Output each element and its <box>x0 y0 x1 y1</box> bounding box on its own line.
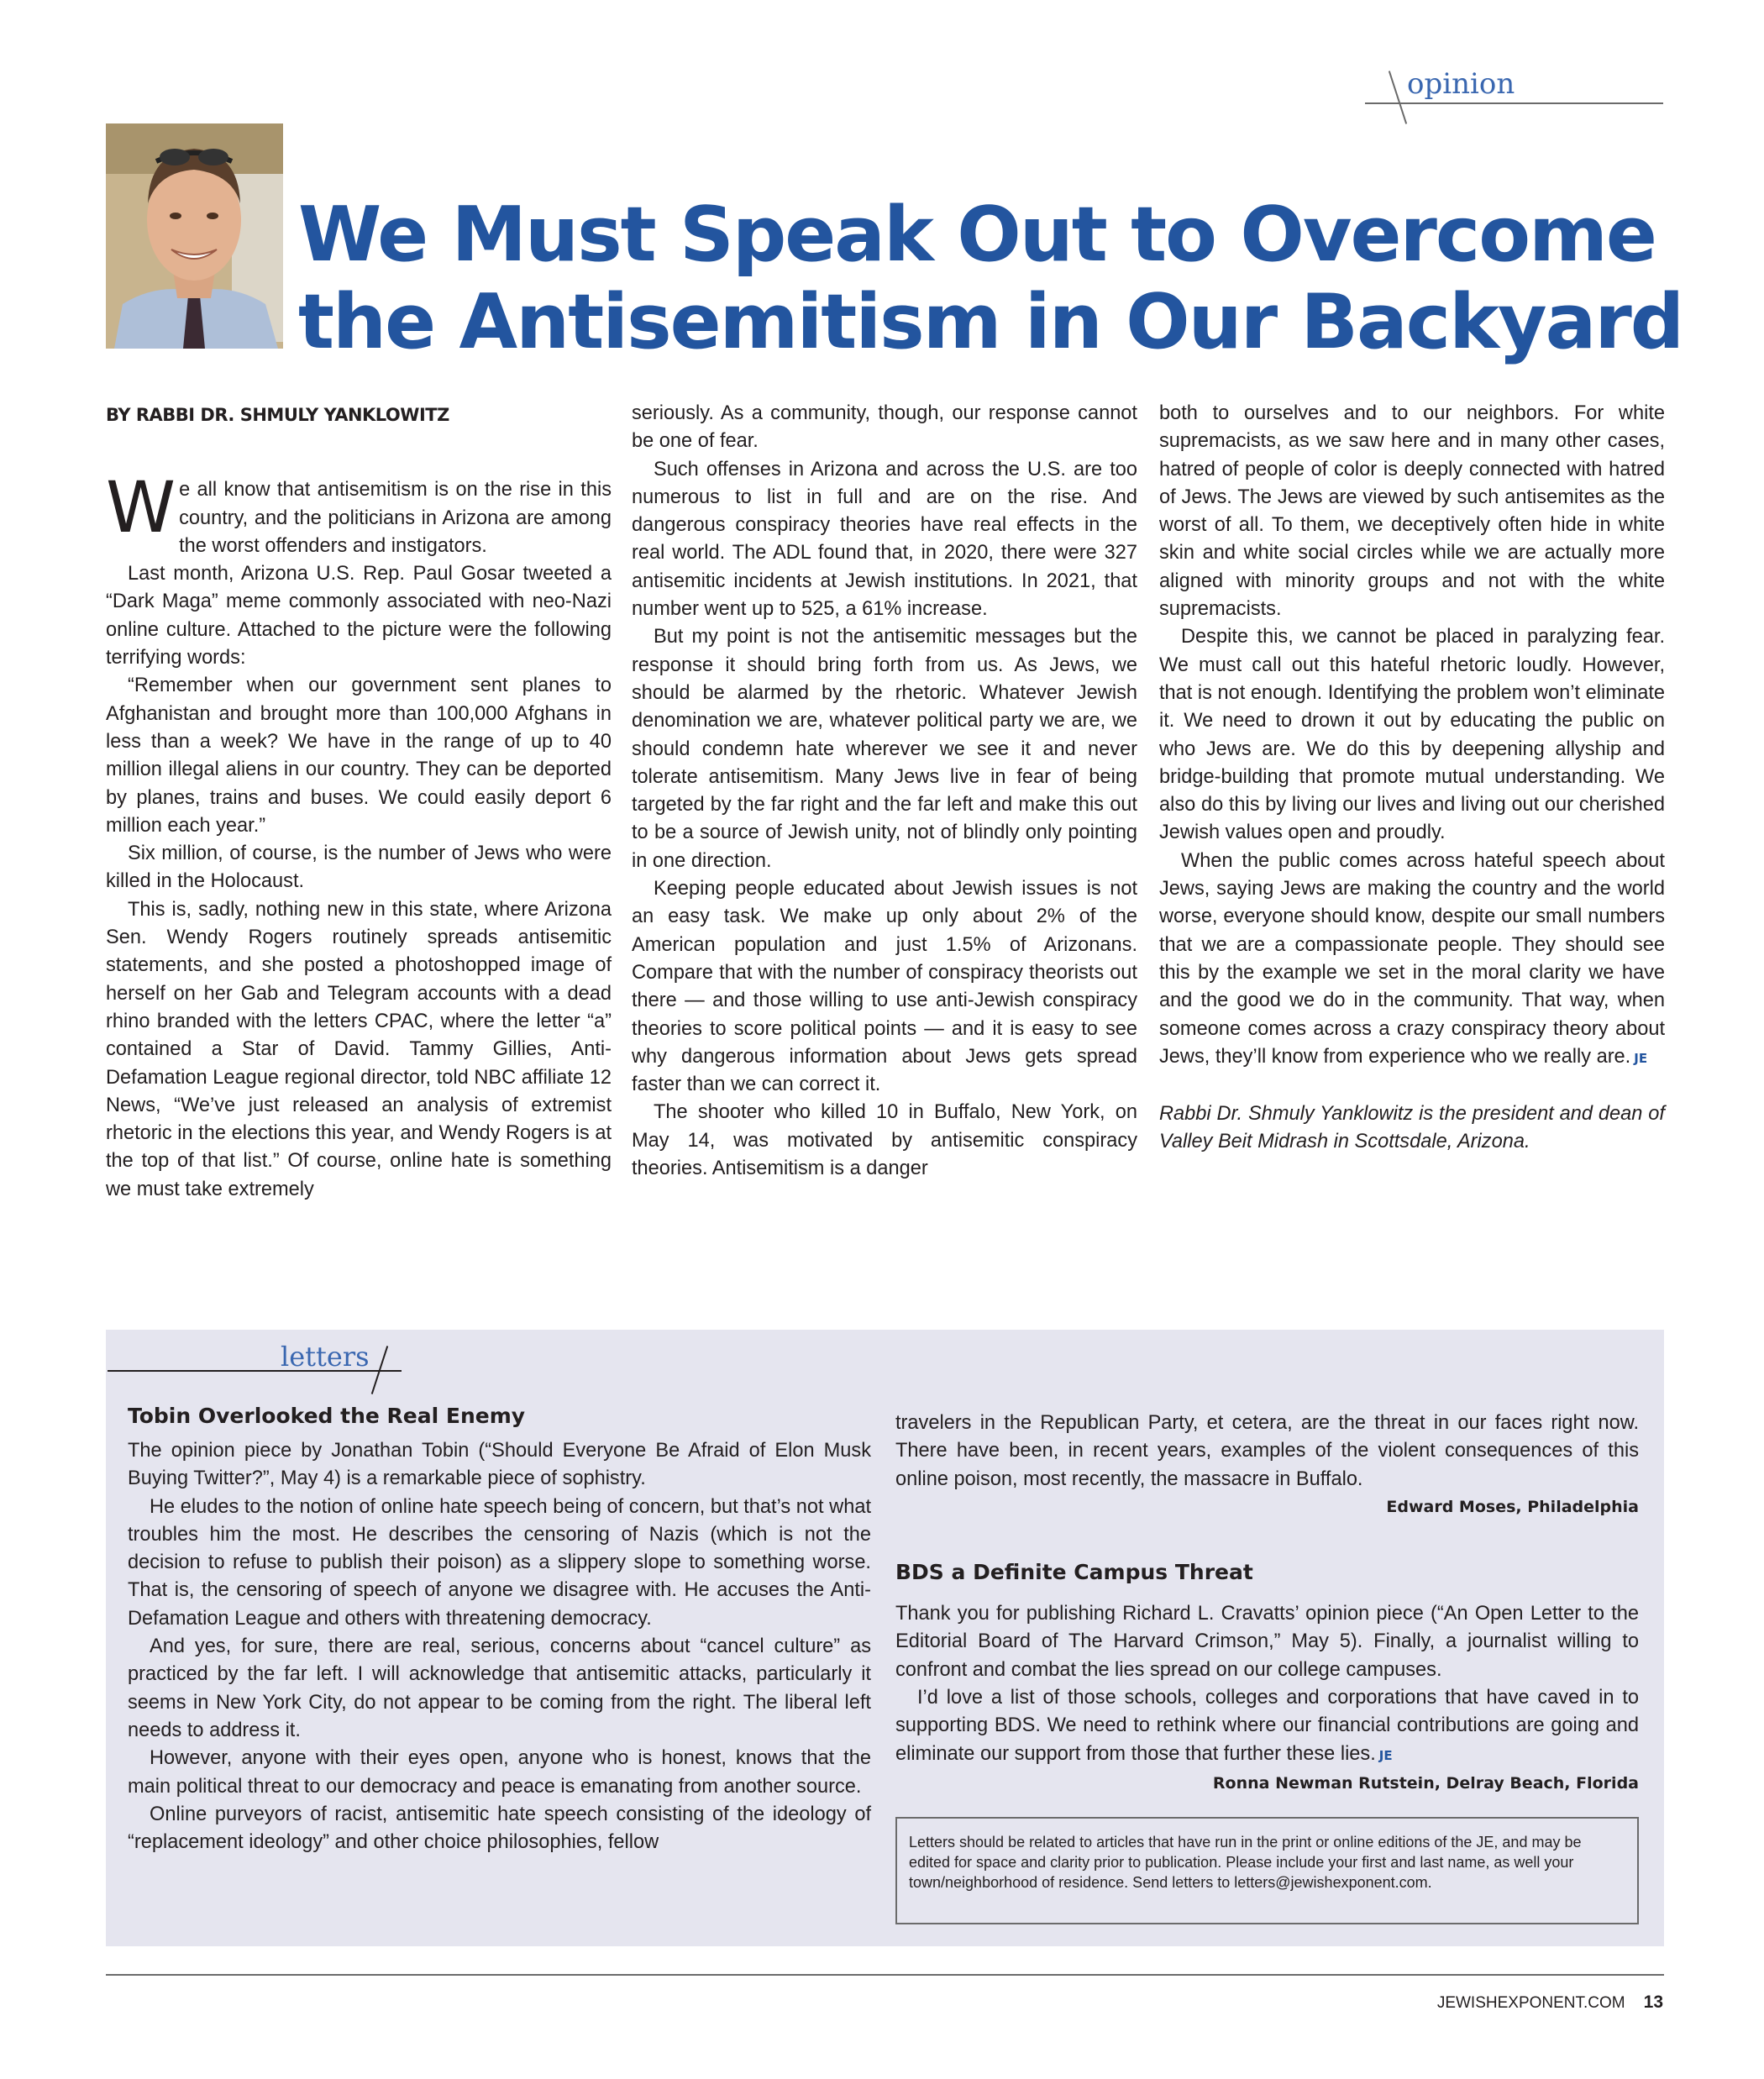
headline <box>298 191 1683 366</box>
article-column-2 <box>632 400 1137 1183</box>
letter-paragraph: Online purveyors of racist, antisemitic hate speech consisting of the ideology of “replacement ideology” and other choice philosophies, fellow <box>128 1803 871 1854</box>
article-paragraph: “Remember when our government sent planes to Afghanistan and brought more than 100,000 Afghans in less than a week? We have in the range of up to 40 million illegal aliens in our country. They can be deported by planes, trains and buses. We could easily deport 6 million each year.” <box>106 675 612 837</box>
footer-rule <box>106 1974 1664 1976</box>
letter-paragraph: However, anyone with their eyes open, anyone who is honest, knows that the main political threat to our democracy and peace is emanating from another source. <box>128 1747 871 1798</box>
letters-policy-notice: Letters should be related to articles that have run in the print or online editions of the JE, and may be edited for space and clarity prior to publication. Please include your first and last name, as well your town/neighborhood of residence. Send letters to letters@jewishexponent.com. <box>895 1817 1639 1924</box>
article-paragraph: Last month, Arizona U.S. Rep. Paul Gosar tweeted a “Dark Maga” meme commonly associated with neo-Nazi online culture. Attached to the picture were the following terrifying words: <box>106 563 612 669</box>
author-photo <box>106 123 283 349</box>
letter-paragraph: And yes, for sure, there are real, serious, concerns about “cancel culture” as practiced by the far left. I will acknowledge that antisemitic attacks, particularly it seems in New York City, do not appear to be coming from the right. The liberal left needs to address it. <box>128 1635 871 1741</box>
end-mark: JE <box>1378 1747 1393 1763</box>
byline: BY RABBI DR. SHMULY YANKLOWITZ <box>106 405 449 425</box>
letter-paragraph: The opinion piece by Jonathan Tobin (“Should Everyone Be Afraid of Elon Musk Buying Twitter?”, May 4) is a remarkable piece of sophistry. <box>128 1440 871 1490</box>
letters-column-2 <box>895 1410 1639 1798</box>
article-column-3 <box>1159 400 1665 1157</box>
headline-line-2: the Antisemitism in Our Backyard <box>298 278 1683 366</box>
article-paragraph: This is, sadly, nothing new in this state, where Arizona Sen. Wendy Rogers routinely spreads antisemitic statements, and she posted a photoshopped image of herself on her Gab and Telegram accounts with a dead rhino branded with the letters CPAC, where the letter “a” contained a Star of David. Tammy Gillies, Anti-Defamation League regional director, told NBC affiliate 12 News, “We’ve just released an analysis of extremist rhetoric in the elections this year, and Wendy Rogers is at the top of that list.” Of course, online hate is something we must take extremely <box>106 898 612 1200</box>
article-paragraph: But my point is not the antisemitic messages but the response it should bring forth from us. As Jews, we should be alarmed by the rhetoric. Whatever Jewish denomination we are, whatever political party we are, we should condemn hate wherever we see it and never tolerate antisemitism. Many Jews live in fear of being targeted by the far right and the far left and make this out to be a source of Jewish unity, not of blindly only pointing in one direction. <box>632 626 1137 872</box>
letters-section <box>106 1330 1664 1946</box>
section-label: opinion <box>1407 67 1515 101</box>
section-slash <box>1389 71 1407 123</box>
article-paragraph: seriously. As a community, though, our response cannot be one of fear. <box>632 402 1137 453</box>
letter-paragraph: travelers in the Republican Party, et cetera, are the threat in our faces right now. There have been, in recent years, examples of the violent consequences of this online poison, most recently, the massacre in Buffalo. <box>895 1412 1639 1490</box>
letter-title: BDS a Definite Campus Threat <box>895 1560 1253 1585</box>
letter-paragraph: He eludes to the notion of online hate speech being of concern, but that’s not what troubles him the most. He describes the censoring of Nazis (which is not the decision to refuse to publish their poison) as a slippery slope to something worse. That is, the censoring of speech of anyone we disagree with. He accuses the Anti-Defamation League and others with threatening democracy. <box>128 1495 871 1630</box>
article-paragraph: When the public comes across hateful speech about Jews, saying Jews are making the country and the world worse, everyone should know, despite our small numbers that we are a compassionate people. They should see this by the example we set in the moral clarity we have and the good we do in the community. That way, when someone comes across a crazy conspiracy theory about Jews, they’ll know from experience who we really are. JE <box>1159 849 1665 1068</box>
page-number: 13 <box>1643 1992 1663 2012</box>
article-column-1 <box>106 400 612 1204</box>
article-paragraph: Such offenses in Arizona and across the U.S. are too numerous to list in full and are on the rise. And dangerous conspiracy theories have real effects in the real world. The ADL found that, in 2020, there were 327 antisemitic incidents at Jewish institutions. In 2021, that number went up to 525, a 61% increase. <box>632 458 1137 621</box>
footer <box>1437 1992 1663 2013</box>
headline-line-1: We Must Speak Out to Overcome <box>298 191 1656 279</box>
letter-paragraph: Thank you for publishing Richard L. Cravatts’ opinion piece (“An Open Letter to the Editorial Board of The Harvard Crimson,” May 5). Finally, a journalist willing to confront and combat the lies spread on our college campuses. <box>895 1603 1639 1681</box>
end-mark: JE <box>1634 1050 1648 1066</box>
section-rule <box>1365 102 1663 104</box>
article-paragraph: Despite this, we cannot be placed in paralyzing fear. We must call out this hateful rhetoric loudly. However, that is not enough. Identifying the problem won’t eliminate it. We need to drown it out by educating the public on who Jews are. We do this by deepening allyship and bridge-building that promote mutual understanding. We also do this by living our lives and living out our cherished Jewish values open and proudly. <box>1159 626 1666 844</box>
article-paragraph: The shooter who killed 10 in Buffalo, New York, on May 14, was motivated by antisemitic conspiracy theories. Antisemitism is a danger <box>632 1101 1137 1180</box>
section-tag-letters <box>106 1343 405 1394</box>
letters-label: letters <box>281 1341 370 1373</box>
letter-signature: Ronna Newman Rutstein, Delray Beach, Florida <box>1212 1773 1639 1793</box>
letter-title: Tobin Overlooked the Real Enemy <box>128 1404 526 1428</box>
article-paragraph: We all know that antisemitism is on the rise in this country, and the politicians in Arizona are among the worst offenders and instigators. <box>106 466 612 557</box>
section-tag-opinion <box>1365 66 1663 124</box>
letter-paragraph: I’d love a list of those schools, colleges and corporations that have caved in to supporting BDS. We need to rethink where our financial contributions are going and eliminate our support from those that further these lies. JE <box>895 1687 1639 1765</box>
article-paragraph: Six million, of course, is the number of Jews who were killed in the Holocaust. <box>106 843 612 893</box>
article-paragraph: both to ourselves and to our neighbors. For white supremacists, as we saw here and in many other cases, hatred of people of color is deeply connected with hatred of Jews. The Jews are viewed by such antisemites as the worst of all. To them, we deceptively often hide in white skin and white social circles while we are actually more aligned with minority groups and not with the white supremacists. <box>1159 402 1665 621</box>
drop-cap: W <box>106 466 176 549</box>
article-paragraph: Keeping people educated about Jewish issues is not an easy task. We make up only about 2% of the American population and just 1.5% of Arizonans. Compare that with the number of conspiracy theorists out there — and those willing to use anti-Jewish conspiracy theories to score political points — and it is easy to see why dangerous information about Jews gets spread faster than we can correct it. <box>632 878 1137 1096</box>
author-bio: Rabbi Dr. Shmuly Yanklowitz is the president and dean of Valley Beit Midrash in Scottsdale, Arizona. <box>1159 1103 1665 1153</box>
footer-site: JEWISHEXPONENT.COM <box>1436 1994 1625 2012</box>
letters-column-1 <box>128 1402 871 1856</box>
letter-signature: Edward Moses, Philadelphia <box>1386 1497 1639 1516</box>
